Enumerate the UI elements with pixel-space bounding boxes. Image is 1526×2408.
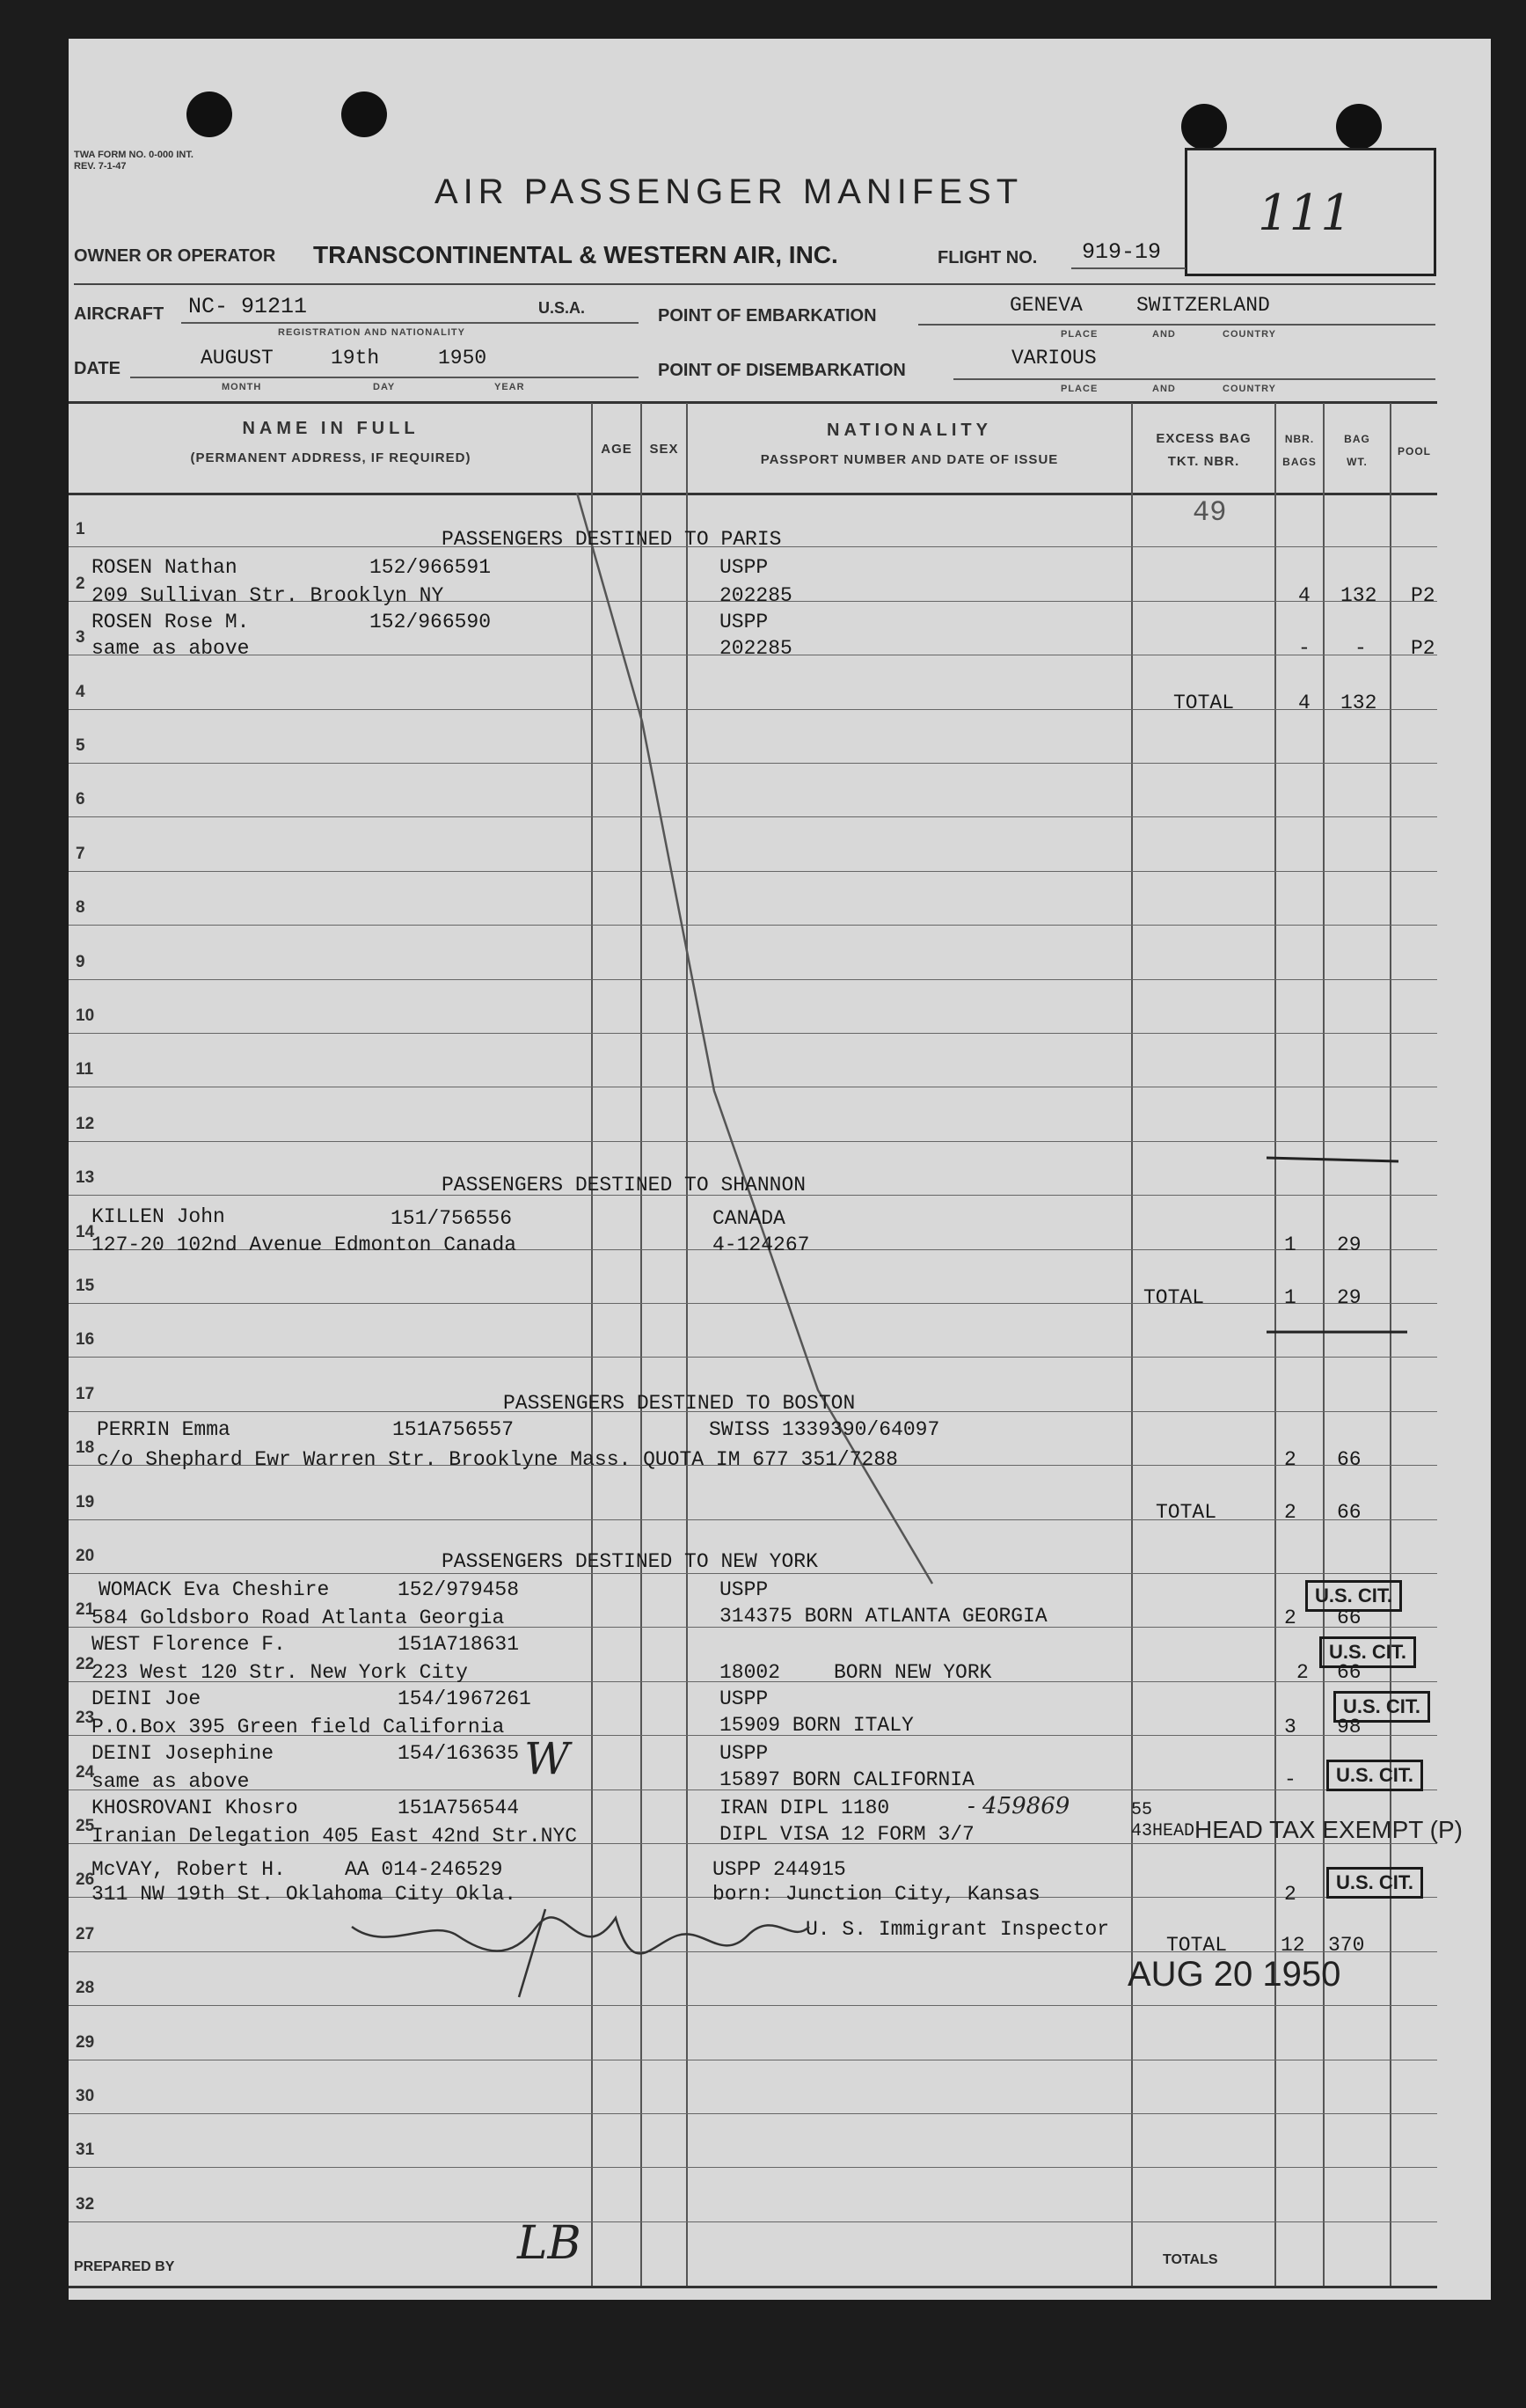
head-tax-exempt-stamp: HEAD TAX EXEMPT (P) — [1194, 1816, 1463, 1843]
womack-address: 584 Goldsboro Road Atlanta Georgia — [91, 1607, 505, 1629]
row-number: 2 — [76, 575, 85, 593]
totals-label: TOTALS — [1163, 2252, 1218, 2267]
paris-total-bags: 4 — [1298, 692, 1311, 714]
deini-josephine-address: same as above — [91, 1770, 250, 1793]
prepared-by-initials: LB — [517, 2217, 581, 2270]
deini-joe-ticket: 154/1967261 — [398, 1687, 531, 1710]
womack-name: WOMACK Eva Cheshire — [99, 1578, 330, 1601]
killen-weight: 29 — [1337, 1233, 1362, 1256]
west-address: 223 West 120 Str. New York City — [91, 1661, 468, 1684]
row-number: 7 — [76, 845, 85, 863]
ny-header: PASSENGERS DESTINED TO NEW YORK — [442, 1550, 818, 1573]
row-number: 10 — [76, 1006, 95, 1025]
day-caption: DAY — [373, 382, 396, 392]
womack-passport: 314375 BORN ATLANTA GEORGIA — [719, 1605, 1048, 1628]
boston-total-weight: 66 — [1337, 1501, 1362, 1524]
deini-joe-bags: 3 — [1284, 1716, 1296, 1738]
deini-joe-passport: 15909 BORN ITALY — [719, 1714, 914, 1737]
flight-value: 919-19 — [1082, 239, 1162, 265]
disembark-place: VARIOUS — [1011, 347, 1097, 370]
killen-bags: 1 — [1284, 1233, 1296, 1256]
col-excess: EXCESS BAG TKT. NBR. — [1156, 431, 1252, 469]
row-number: 26 — [76, 1870, 95, 1889]
rosen-nathan-name: ROSEN Nathan — [91, 556, 237, 579]
excess-top: 49 — [1193, 496, 1227, 529]
embark-label: POINT OF EMBARKATION — [658, 306, 877, 326]
shannon-total-bags: 1 — [1284, 1286, 1296, 1309]
rosen-nathan-pool: P2 — [1411, 584, 1435, 607]
registration-caption: REGISTRATION AND NATIONALITY — [278, 327, 465, 338]
country-caption: COUNTRY — [1223, 329, 1276, 340]
perrin-weight: 66 — [1337, 1448, 1362, 1471]
disembark-label: POINT OF DISEMBARKATION — [658, 361, 906, 380]
killen-nationality: CANADA — [712, 1207, 785, 1230]
and-caption: AND — [1152, 384, 1176, 394]
mcvay-ticket: AA 014-246529 — [345, 1858, 503, 1881]
rosen-rose-name: ROSEN Rose M. — [91, 611, 250, 633]
row-number: 8 — [76, 898, 85, 917]
form-number: TWA FORM NO. 0-000 INT. REV. 7-1-47 — [74, 150, 193, 172]
us-cit-stamp: U.S. CIT. — [1326, 1760, 1423, 1791]
row-number: 30 — [76, 2087, 95, 2105]
west-name: WEST Florence F. — [91, 1633, 286, 1656]
khosrovani-ticket: 151A756544 — [398, 1797, 520, 1819]
row-number: 32 — [76, 2195, 95, 2214]
perrin-address: c/o Shephard Ewr Warren Str. Brooklyne Mass. QUOTA IM 677 351/7288 — [97, 1448, 898, 1471]
shannon-total-label: TOTAL — [1143, 1286, 1205, 1309]
shannon-header: PASSENGERS DESTINED TO SHANNON — [442, 1174, 807, 1197]
immigrant-inspector: U. S. Immigrant Inspector — [806, 1918, 1110, 1941]
page-title: AIR PASSENGER MANIFEST — [434, 172, 1024, 211]
col-sex: SEX — [649, 442, 679, 457]
shannon-total-weight: 29 — [1337, 1286, 1362, 1309]
row-number: 29 — [76, 2033, 95, 2052]
row-number: 19 — [76, 1493, 95, 1511]
row-number: 1 — [76, 520, 85, 538]
us-cit-stamp: U.S. CIT. — [1319, 1636, 1416, 1668]
khosrovani-handwritten: - 459869 — [967, 1793, 1070, 1819]
row-number: 25 — [76, 1817, 95, 1835]
khosrovani-passport: DIPL VISA 12 FORM 3/7 — [719, 1823, 975, 1846]
aircraft-label: AIRCRAFT — [74, 304, 164, 324]
deini-josephine-bags: - — [1284, 1768, 1296, 1791]
rosen-nathan-weight: 132 — [1340, 584, 1377, 607]
rosen-rose-nationality: USPP — [719, 611, 769, 633]
aircraft-country: U.S.A. — [538, 299, 586, 317]
boston-total-bags: 2 — [1284, 1501, 1296, 1524]
deini-josephine-passport: 15897 BORN CALIFORNIA — [719, 1768, 975, 1791]
row-number: 3 — [76, 628, 85, 647]
place-caption: PLACE — [1061, 384, 1099, 394]
paris-total-label: TOTAL — [1173, 692, 1235, 714]
killen-ticket: 151/756556 — [391, 1207, 513, 1230]
mcvay-nationality: USPP 244915 — [712, 1858, 846, 1881]
inspector-signature — [334, 1892, 827, 2006]
date-year: 1950 — [438, 347, 487, 370]
col-pool: POOL — [1397, 445, 1431, 457]
west-weight: 66 — [1337, 1661, 1362, 1684]
killen-passport: 4-124267 — [712, 1233, 810, 1256]
prepared-by-label: PREPARED BY — [74, 2259, 175, 2274]
row-number: 16 — [76, 1330, 95, 1349]
col-name-sub: (PERMANENT ADDRESS, IF REQUIRED) — [190, 450, 471, 465]
rosen-rose-pool: P2 — [1411, 637, 1435, 660]
row-number: 9 — [76, 953, 85, 971]
row-number: 21 — [76, 1600, 95, 1619]
year-caption: YEAR — [494, 382, 525, 392]
killen-address: 127-20 102nd Avenue Edmonton Canada — [91, 1233, 517, 1256]
boston-total-label: TOTAL — [1156, 1501, 1217, 1524]
khosrovani-excess: 55 43HEAD — [1131, 1800, 1195, 1841]
west-bags: 2 — [1296, 1661, 1309, 1684]
row-number: 31 — [76, 2141, 95, 2159]
row-number: 14 — [76, 1223, 95, 1241]
country-caption: COUNTRY — [1223, 384, 1276, 394]
perrin-bags: 2 — [1284, 1448, 1296, 1471]
row-number: 5 — [76, 736, 85, 755]
rosen-rose-bags: - — [1298, 637, 1311, 660]
killen-name: KILLEN John — [91, 1205, 225, 1228]
boston-header: PASSENGERS DESTINED TO BOSTON — [503, 1392, 856, 1415]
and-caption: AND — [1152, 329, 1176, 340]
col-name: NAME IN FULL — [242, 419, 420, 438]
handwritten-initial: W — [524, 1733, 570, 1784]
deini-joe-address: P.O.Box 395 Green field California — [91, 1716, 505, 1738]
row-number: 22 — [76, 1655, 95, 1673]
rosen-nathan-passport: 202285 — [719, 584, 792, 607]
row-number: 24 — [76, 1763, 95, 1782]
ny-total-bags: 12 — [1281, 1934, 1305, 1957]
place-caption: PLACE — [1061, 329, 1099, 340]
date-label: DATE — [74, 359, 120, 378]
col-age: AGE — [601, 442, 632, 457]
perrin-name: PERRIN Emma — [97, 1418, 230, 1441]
deini-joe-weight: 98 — [1337, 1716, 1362, 1738]
date-month: AUGUST — [201, 347, 274, 370]
womack-bags: 2 — [1284, 1607, 1296, 1629]
row-number: 27 — [76, 1925, 95, 1943]
embark-place: GENEVA — [1010, 294, 1083, 317]
row-number: 28 — [76, 1979, 95, 1997]
khosrovani-name: KHOSROVANI Khosro — [91, 1797, 298, 1819]
ny-total-weight: 370 — [1328, 1934, 1365, 1957]
col-bag-wt: BAG WT. — [1344, 433, 1370, 468]
deini-josephine-ticket: 154/163635 — [398, 1742, 520, 1765]
rosen-rose-passport: 202285 — [719, 637, 792, 660]
rosen-nathan-nationality: USPP — [719, 556, 769, 579]
mcvay-address: 311 NW 19th St. Oklahoma City Okla. — [91, 1883, 517, 1906]
paris-total-weight: 132 — [1340, 692, 1377, 714]
deini-joe-nationality: USPP — [719, 1687, 769, 1710]
us-cit-stamp: U.S. CIT. — [1305, 1580, 1402, 1612]
month-caption: MONTH — [222, 382, 262, 392]
rosen-nathan-bags: 4 — [1298, 584, 1311, 607]
row-number: 4 — [76, 683, 85, 701]
perrin-nationality: SWISS 1339390/64097 — [709, 1418, 940, 1441]
row-number: 13 — [76, 1168, 95, 1187]
aircraft-value: NC- 91211 — [188, 294, 308, 319]
row-number: 18 — [76, 1438, 95, 1457]
rosen-rose-ticket: 152/966590 — [369, 611, 492, 633]
mcvay-passport: born: Junction City, Kansas — [712, 1883, 1040, 1906]
col-nbr-bags: NBR. BAGS — [1282, 433, 1317, 468]
row-number: 12 — [76, 1115, 95, 1133]
west-ticket: 151A718631 — [398, 1633, 520, 1656]
paris-header: PASSENGERS DESTINED TO PARIS — [442, 528, 782, 551]
ny-total-label: TOTAL — [1166, 1934, 1228, 1957]
khosrovani-nationality: IRAN DIPL 1180 — [719, 1797, 890, 1819]
owner-value: TRANSCONTINENTAL & WESTERN AIR, INC. — [313, 241, 838, 268]
rosen-nathan-ticket: 152/966591 — [369, 556, 492, 579]
date-day: 19th — [331, 347, 380, 370]
rosen-rose-weight: - — [1354, 637, 1367, 660]
mcvay-name: McVAY, Robert H. — [91, 1858, 286, 1881]
us-cit-stamp: U.S. CIT. — [1326, 1867, 1423, 1899]
womack-nationality: USPP — [719, 1578, 769, 1601]
womack-weight: 66 — [1337, 1607, 1362, 1629]
rosen-rose-address: same as above — [91, 637, 250, 660]
col-nationality: NATIONALITY — [827, 421, 992, 440]
womack-ticket: 152/979458 — [398, 1578, 520, 1601]
row-number: 6 — [76, 790, 85, 809]
deini-josephine-nationality: USPP — [719, 1742, 769, 1765]
row-number: 23 — [76, 1709, 95, 1727]
flight-label: FLIGHT NO. — [938, 248, 1038, 267]
row-number: 20 — [76, 1547, 95, 1565]
row-number: 17 — [76, 1385, 95, 1403]
us-cit-stamp: U.S. CIT. — [1333, 1691, 1430, 1723]
deini-josephine-name: DEINI Josephine — [91, 1742, 274, 1765]
date-stamp: AUG 20 1950 — [1128, 1955, 1341, 1994]
row-number: 11 — [76, 1060, 94, 1079]
west-passport: BORN NEW YORK — [834, 1661, 992, 1684]
khosrovani-address: Iranian Delegation 405 East 42nd Str.NYC — [91, 1825, 578, 1848]
rosen-nathan-address: 209 Sullivan Str. Brooklyn NY — [91, 584, 444, 607]
embark-country: SWITZERLAND — [1136, 294, 1270, 317]
west-nationality: 18002 — [719, 1661, 781, 1684]
row-number: 15 — [76, 1277, 95, 1295]
corner-number: 111 — [1258, 185, 1352, 242]
col-nationality-sub: PASSPORT NUMBER AND DATE OF ISSUE — [760, 452, 1059, 467]
deini-joe-name: DEINI Joe — [91, 1687, 201, 1710]
mcvay-bags: 2 — [1284, 1883, 1296, 1906]
perrin-ticket: 151A756557 — [392, 1418, 515, 1441]
owner-label: OWNER OR OPERATOR — [74, 246, 276, 266]
